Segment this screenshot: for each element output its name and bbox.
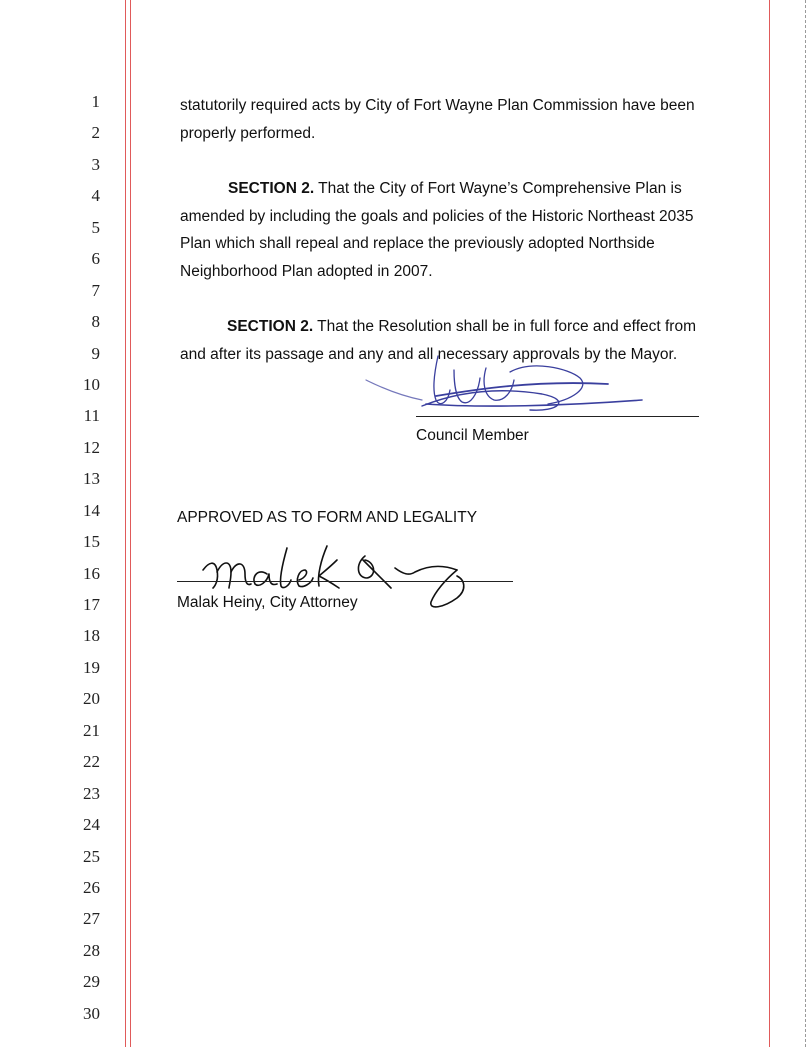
attorney-signature-line xyxy=(177,581,513,582)
page-edge-perforation xyxy=(805,0,806,1047)
paragraph-statutory-acts xyxy=(180,92,720,147)
line-number: 4 xyxy=(91,186,100,206)
line-number: 25 xyxy=(83,846,100,866)
line-number: 13 xyxy=(83,469,100,489)
line-number: 11 xyxy=(83,406,100,426)
approved-heading: APPROVED AS TO FORM AND LEGALITY xyxy=(177,509,478,526)
line-number: 9 xyxy=(91,343,100,363)
line-number: 22 xyxy=(83,752,100,772)
line-number: 21 xyxy=(83,720,100,740)
line-number: 24 xyxy=(83,815,100,835)
line-number: 23 xyxy=(83,783,100,803)
line-number: 10 xyxy=(83,374,100,394)
paragraph-text: statutorily required acts by City of Fort Wayne Plan Commission have been properly performed. xyxy=(180,97,695,142)
line-number: 20 xyxy=(83,689,100,709)
line-number: 1 xyxy=(91,92,100,111)
paragraph-text: That the City of Fort Wayne’s Comprehensive Plan is amended by including the goals and policies of the Historic Northeast 2035 Plan which shall repeal and replace the previously adopted Northside Neighborhood Plan adopted in 2007. xyxy=(180,180,694,280)
line-number: 18 xyxy=(83,626,100,646)
paragraph-text: That the Resolution shall be in full force and effect from and after its passage and any and all necessary approvals by the Mayor. xyxy=(180,318,696,363)
council-member-signature xyxy=(362,350,652,430)
line-number: 5 xyxy=(91,217,100,237)
line-number: 15 xyxy=(83,532,100,552)
paragraph-section-comprehensive-plan xyxy=(180,175,720,285)
line-number: 19 xyxy=(83,657,100,677)
line-number: 6 xyxy=(91,249,100,269)
line-number: 3 xyxy=(91,154,100,174)
line-number: 28 xyxy=(83,940,100,960)
line-number: 29 xyxy=(83,972,100,992)
city-attorney-label: Malak Heiny, City Attorney xyxy=(177,594,358,611)
line-number: 30 xyxy=(83,1003,100,1023)
section-heading: SECTION 2. xyxy=(227,318,314,335)
line-number: 14 xyxy=(83,500,100,520)
council-signature-line xyxy=(416,416,699,417)
line-numbers xyxy=(60,86,100,1029)
line-number: 17 xyxy=(83,595,100,614)
line-number: 8 xyxy=(91,312,100,332)
line-number: 7 xyxy=(91,280,100,300)
council-member-label: Council Member xyxy=(416,427,529,444)
line-number: 27 xyxy=(83,909,100,929)
left-margin-rule-inner xyxy=(130,0,131,1047)
left-margin-rule-outer xyxy=(125,0,126,1047)
line-number: 16 xyxy=(83,563,100,583)
line-number: 26 xyxy=(83,877,100,897)
line-number: 12 xyxy=(83,437,100,457)
right-margin-rule xyxy=(769,0,770,1047)
line-number: 2 xyxy=(91,123,100,143)
section-heading: SECTION 2. xyxy=(228,180,315,197)
